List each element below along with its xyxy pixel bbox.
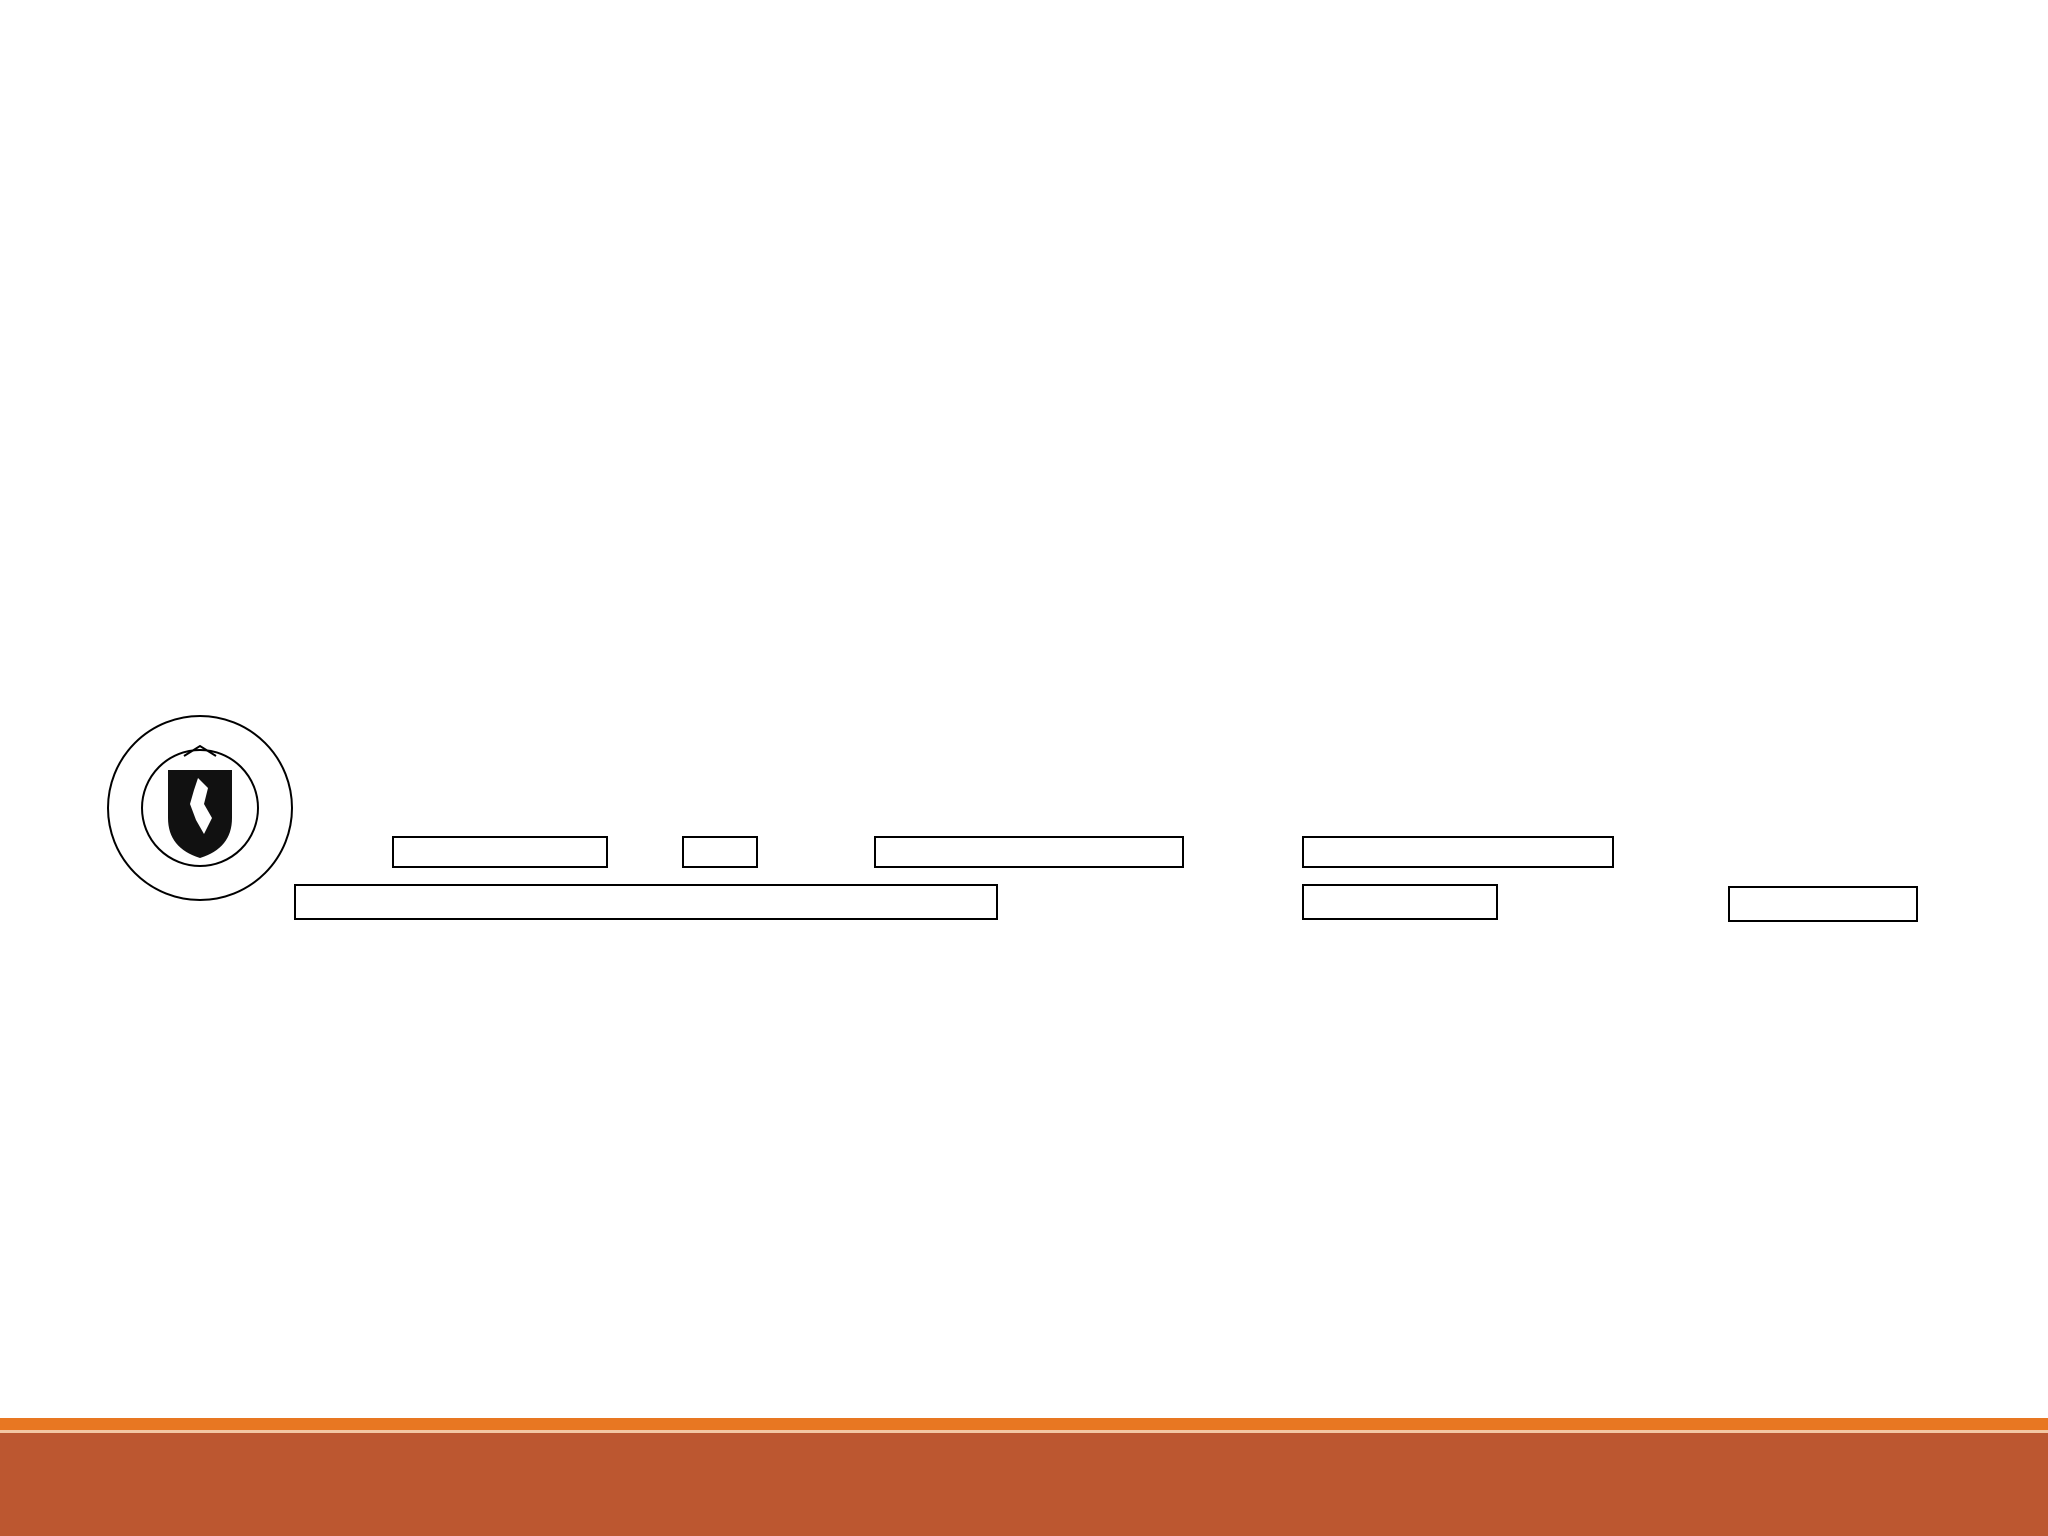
district-box <box>1302 836 1614 868</box>
region-box <box>682 836 758 868</box>
school-name-box <box>294 884 998 920</box>
sf4-form-image <box>86 700 1922 1350</box>
school-year-box <box>1302 884 1498 920</box>
deped-seal <box>100 708 300 908</box>
school-id-box <box>392 836 608 868</box>
report-month-box <box>1728 886 1918 922</box>
footer-bar <box>0 1433 2048 1536</box>
footer-accent-line <box>0 1418 2048 1430</box>
sf4-table <box>86 920 1922 1350</box>
division-box <box>874 836 1184 868</box>
